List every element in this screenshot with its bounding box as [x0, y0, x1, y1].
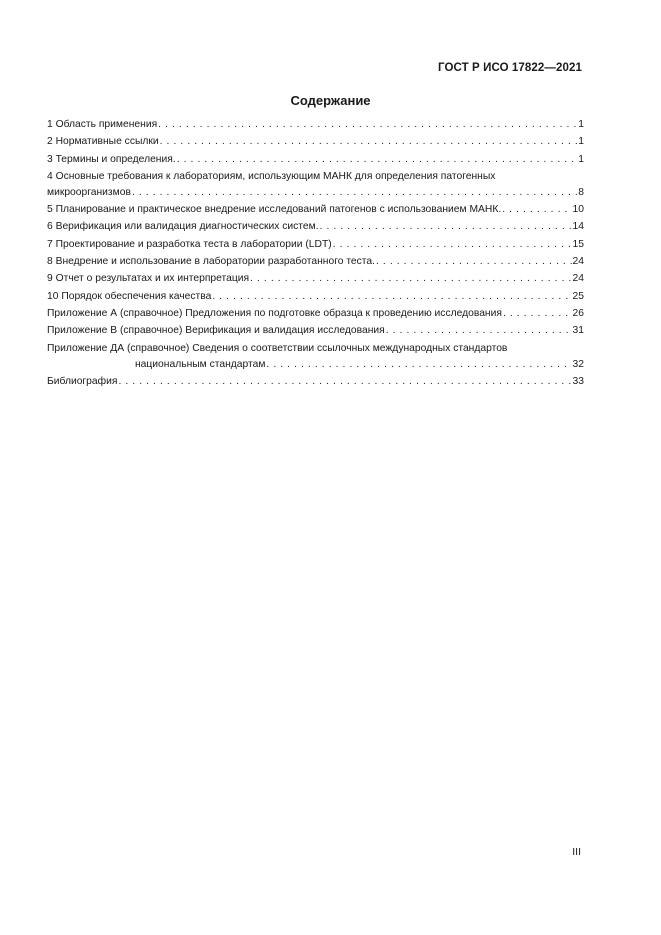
toc-entry-label: микроорганизмов [47, 186, 131, 198]
toc-entry-label: 9 Отчет о результатах и их интерпретация [47, 273, 250, 285]
toc-entry-label-line1: Приложение ДА (справочное) Сведения о соответствии ссылочных международных стандартов [47, 342, 508, 354]
leader-dots [250, 271, 571, 287]
toc-entry-10[interactable] [47, 289, 584, 305]
toc-entry-page: 31 [572, 325, 584, 337]
toc-entry-page: 32 [572, 358, 584, 370]
toc-title: Содержание [290, 93, 371, 108]
toc-entry-4[interactable] [47, 169, 584, 201]
toc-entry-page: 15 [572, 238, 584, 250]
leader-dots [132, 185, 577, 201]
toc-entry-label: 7 Проектирование и разработка теста в лаборатории (LDT) [47, 238, 332, 250]
toc-entry-page: 10 [572, 204, 584, 216]
toc-entry-page: 1 [578, 136, 584, 148]
toc-entry-label: 5 Планирование и практическое внедрение исследований патогенов с использованием МАНК. [47, 204, 502, 216]
leader-dots [376, 254, 572, 270]
leader-dots [160, 134, 578, 150]
toc-entry-label-line1: 4 Основные требования к лабораториям, использующим МАНК для определения патогенных [47, 170, 496, 182]
toc-entry-label: национальным стандартам [135, 358, 266, 370]
leader-dots [502, 202, 571, 218]
toc-entry-8[interactable] [47, 254, 584, 270]
toc-entry-3[interactable] [47, 152, 584, 168]
toc-entry-label: 6 Верификация или валидация диагностических систем. [47, 221, 319, 233]
leader-dots [212, 289, 571, 305]
leader-dots [503, 306, 572, 322]
toc-entry-5[interactable] [47, 202, 584, 218]
toc-entry-label: 8 Внедрение и использование в лаборатории разработанного теста. [47, 256, 375, 268]
toc-entry-appendix-da[interactable] [47, 341, 584, 373]
toc-entry-1[interactable] [47, 117, 584, 133]
toc-entry-page: 24 [572, 273, 584, 285]
toc-entry-7[interactable] [47, 237, 584, 253]
toc-entry-page: 33 [572, 375, 584, 387]
toc-entry-label: 2 Нормативные ссылки [47, 136, 159, 148]
toc-entry-page: 26 [572, 307, 584, 319]
leader-dots [333, 237, 572, 253]
leader-dots [158, 117, 577, 133]
toc-entry-bibliography[interactable] [47, 374, 584, 390]
toc-entry-label: 10 Порядок обеспечения качества [47, 290, 212, 302]
leader-dots [118, 374, 571, 390]
page-number-footer: III [572, 846, 581, 858]
toc-entry-label: Приложение В (справочное) Верификация и валидация исследования [47, 325, 385, 337]
toc-entry-label: 3 Термины и определения. [47, 153, 176, 165]
leader-dots [320, 219, 572, 235]
toc-entry-page: 24 [572, 256, 584, 268]
toc-entry-appendix-a[interactable] [47, 306, 584, 322]
toc-entry-page: 25 [572, 290, 584, 302]
document-id-header: ГОСТ Р ИСО 17822—2021 [437, 62, 582, 74]
toc-entry-page: 8 [578, 186, 584, 198]
leader-dots [266, 357, 571, 373]
toc-entry-label: Библиография [47, 375, 118, 387]
toc-entry-page: 14 [572, 221, 584, 233]
toc-entry-page: 1 [578, 153, 584, 165]
toc-entry-6[interactable] [47, 219, 584, 235]
table-of-contents [47, 117, 584, 391]
leader-dots [177, 152, 578, 168]
toc-entry-2[interactable] [47, 134, 584, 150]
toc-entry-9[interactable] [47, 271, 584, 287]
toc-entry-label: Приложение А (справочное) Предложения по подготовке образца к проведению исследования [47, 307, 502, 319]
leader-dots [386, 323, 572, 339]
toc-entry-appendix-b[interactable] [47, 323, 584, 339]
toc-entry-label: 1 Область применения [47, 119, 158, 130]
toc-entry-page: 1 [578, 119, 584, 130]
